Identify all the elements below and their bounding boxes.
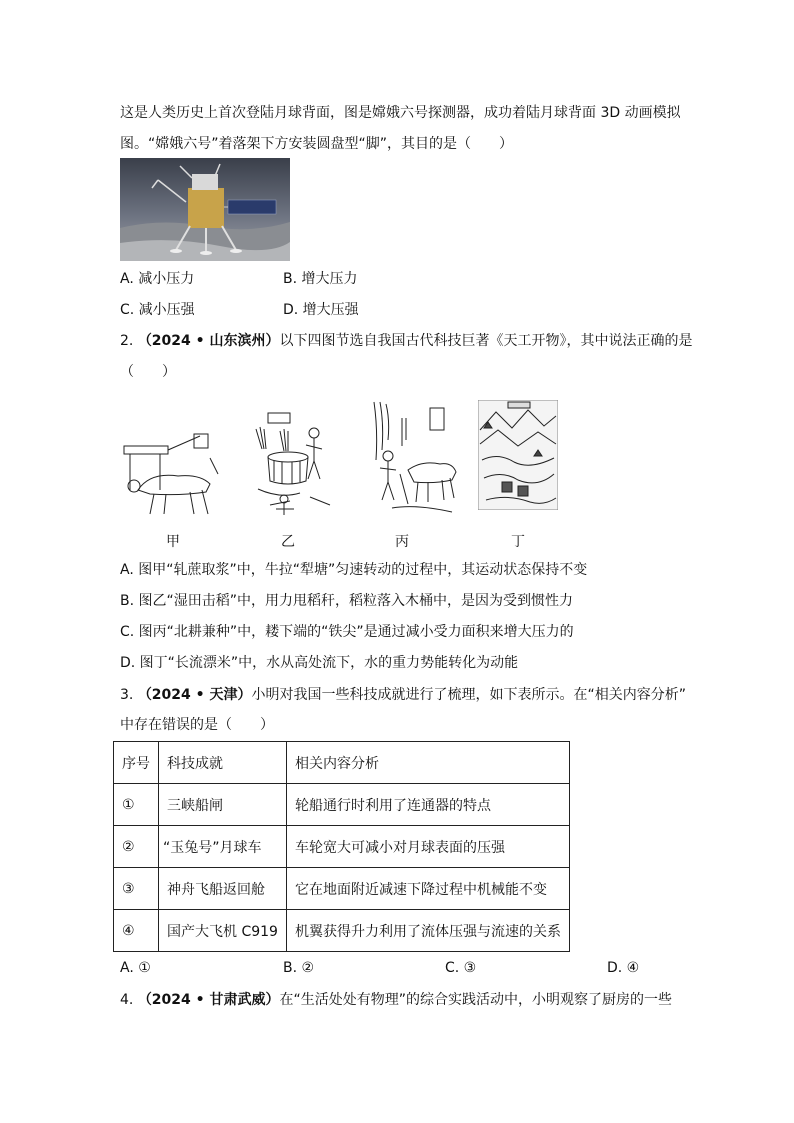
q3-option-b[interactable]: B. ② <box>283 960 315 976</box>
table-cell: 车轮宽大可减小对月球表面的压强 <box>286 826 569 868</box>
table-cell: 神舟飞船返回舱 <box>159 868 287 910</box>
q1-option-d[interactable]: D. 增大压强 <box>283 302 359 318</box>
table-header-row <box>114 742 570 784</box>
q4-stem-line1 <box>120 990 672 1010</box>
table-cell: 三峡船闸 <box>159 784 287 826</box>
q3-option-a[interactable]: A. ① <box>120 960 151 976</box>
achievements-table <box>113 741 570 952</box>
table-row <box>114 910 570 952</box>
figure-label-ding: 丁 <box>511 534 525 550</box>
q1-line2: 图。“嫦娥六号”着落架下方安装圆盘型“脚”，其目的是（ ） <box>120 136 514 152</box>
q3-stem-line1 <box>120 685 686 705</box>
q3-stem-line2: 中存在错误的是（ ） <box>120 717 274 733</box>
q2-source: （2024 • 山东滨州） <box>137 333 280 349</box>
table-cell: ③ <box>114 868 159 910</box>
table-row <box>114 868 570 910</box>
q4-number: 4. <box>120 992 134 1008</box>
table-cell: 轮船通行时利用了连通器的特点 <box>286 784 569 826</box>
table-header-cell: 序号 <box>114 742 159 784</box>
figure-label-jia: 甲 <box>166 534 180 550</box>
table-header-cell: 相关内容分析 <box>286 742 569 784</box>
figure-yi-image <box>250 409 340 519</box>
q3-option-c[interactable]: C. ③ <box>445 960 477 976</box>
figure-label-yi: 乙 <box>281 534 295 550</box>
q3-number: 3. <box>120 687 134 703</box>
table-row <box>114 784 570 826</box>
q2-stem-line2: （ ） <box>120 364 176 380</box>
table-cell: ④ <box>114 910 159 952</box>
q3-option-d[interactable]: D. ④ <box>607 960 640 976</box>
table-cell: 国产大飞机 C919 <box>159 910 287 952</box>
q3-stem-text: 小明对我国一些科技成就进行了梳理，如下表所示。在“相关内容分析” <box>251 687 686 703</box>
q2-option-a[interactable]: A. 图甲“轧蔗取浆”中，牛拉“犁塘”匀速转动的过程中，其运动状态保持不变 <box>120 562 588 578</box>
q1-line1: 这是人类历史上首次登陆月球背面，图是嫦娥六号探测器，成功着陆月球背面 3D 动画模拟 <box>120 105 681 121</box>
q2-stem-line1 <box>120 331 692 351</box>
table-cell: ② <box>114 826 159 868</box>
q3-source: （2024 • 天津） <box>137 687 252 703</box>
q1-option-b[interactable]: B. 增大压力 <box>283 271 358 287</box>
change6-lander-image <box>120 158 290 261</box>
figure-ding-image <box>478 400 558 510</box>
table-row <box>114 826 570 868</box>
q2-option-c[interactable]: C. 图丙“北耕兼种”中，耧下端的“铁尖”是通过减小受力面积来增大压力的 <box>120 624 574 640</box>
q2-option-b[interactable]: B. 图乙“湿田击稻”中，用力甩稻秆，稻粒落入木桶中，是因为受到惯性力 <box>120 593 574 609</box>
figure-label-bing: 丙 <box>395 534 409 550</box>
figure-bing-image <box>372 400 460 518</box>
table-header-cell: 科技成就 <box>159 742 287 784</box>
q4-source: （2024 • 甘肃武威） <box>137 992 280 1008</box>
table-cell: 它在地面附近减速下降过程中机械能不变 <box>286 868 569 910</box>
table-cell: ① <box>114 784 159 826</box>
figure-jia-image <box>120 430 220 518</box>
q2-stem-text: 以下四图节选自我国古代科技巨著《天工开物》，其中说法正确的是 <box>279 333 693 349</box>
q2-number: 2. <box>120 333 134 349</box>
q2-option-d[interactable]: D. 图丁“长流漂米”中，水从高处流下，水的重力势能转化为动能 <box>120 655 519 671</box>
q1-option-a[interactable]: A. 减小压力 <box>120 271 195 287</box>
table-cell: 机翼获得升力利用了流体压强与流速的关系 <box>286 910 569 952</box>
q1-option-c[interactable]: C. 减小压强 <box>120 302 195 318</box>
q4-stem-text: 在“生活处处有物理”的综合实践活动中，小明观察了厨房的一些 <box>279 992 672 1008</box>
table-cell: “玉兔号”月球车 <box>159 826 287 868</box>
